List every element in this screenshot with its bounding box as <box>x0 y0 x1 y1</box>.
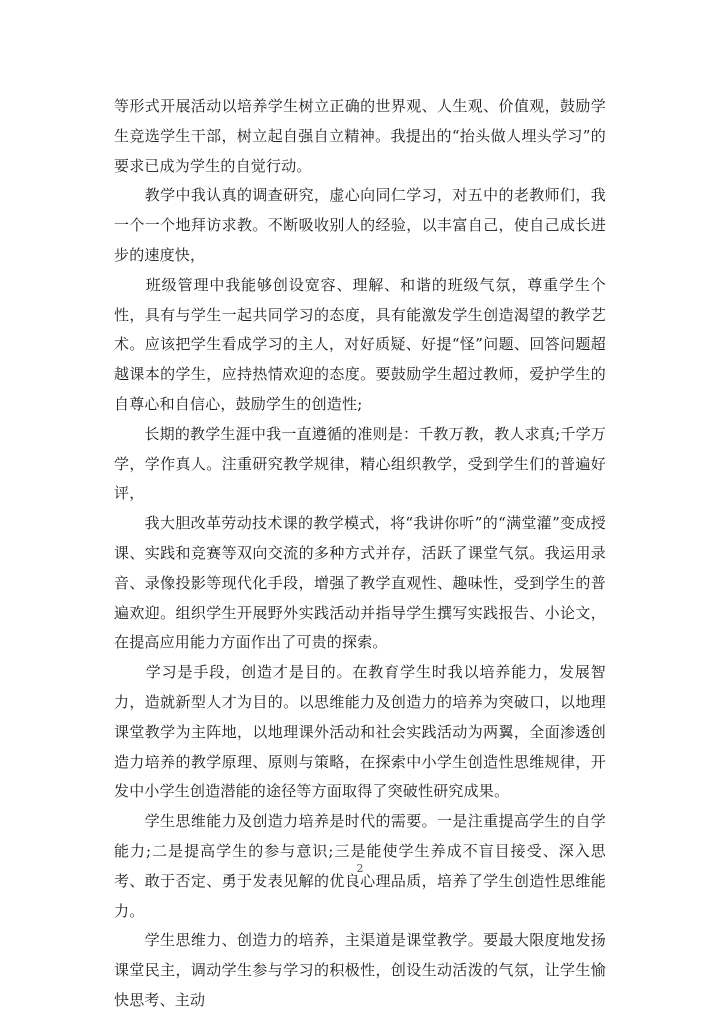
paragraph: 学习是手段，创造才是目的。在教育学生时我以培养能力，发展智力，造就新型人才为目的。以思维能力及创造力的培养为突破口，以地理课堂教学为主阵地，以地理课外活动和社会实践活动为两翼，全面渗透创造力培养的教学原理、原则与策略，在探索中小学生创造性思维规律，开发中小学生创造潜能的途径等方面取得了突破性研究成果。 <box>114 663 606 801</box>
paragraph: 学生思维力、创造力的培养，主渠道是课堂教学。要最大限度地发扬课堂民主，调动学生参与学习的积极性，创设生动活泼的气氛，让学生愉快思考、主动 <box>114 931 606 1009</box>
document-body <box>114 92 606 1016</box>
paragraph: 长期的教学生涯中我一直遵循的准则是：千教万教，教人求真;千学万学，学作真人。注重研究教学规律，精心组织教学，受到学生们的普遍好评， <box>114 424 606 503</box>
paragraph: 班级管理中我能够创设宽容、理解、和谐的班级气氛，尊重学生个性，具有与学生一起共同学习的态度，具有能激发学生创造渴望的教学艺术。应该把学生看成学习的主人，对好质疑、好提“怪”问题、回答问题超越课本的学生，应持热情欢迎的态度。要鼓励学生超过教师，爱护学生的自尊心和自信心，鼓励学生的创造性; <box>114 275 606 413</box>
paragraph: 我大胆改革劳动技术课的教学模式，将“我讲你听”的“满堂灌”变成授课、实践和竞赛等双向交流的多种方式并存，活跃了课堂气氛。我运用录音、录像投影等现代化手段，增强了教学直观性、趣味性，受到学生的普遍欢迎。组织学生开展野外实践活动并指导学生撰写实践报告、小论文，在提高应用能力方面作出了可贵的探索。 <box>114 514 606 652</box>
paragraph: 学生思维能力及创造力培养是时代的需要。一是注重提高学生的自学能力;二是提高学生的参与意识;三是能使学生养成不盲目接受、深入思考、敢于否定、勇于发表见解的优良心理品质，培养了学生创造性思维能力。 <box>114 812 606 920</box>
paragraph: 等形式开展活动以培养学生树立正确的世界观、人生观、价值观，鼓励学生竞选学生干部，树立起自强自立精神。我提出的“抬头做人埋头学习”的要求已成为学生的自觉行动。 <box>114 97 606 175</box>
paragraph: 教学中我认真的调查研究，虚心向同仁学习，对五中的老教师们，我一个一个地拜访求教。不断吸收别人的经验，以丰富自己，使自己成长进步的速度快， <box>114 186 606 264</box>
page-number: 2 <box>356 862 364 875</box>
